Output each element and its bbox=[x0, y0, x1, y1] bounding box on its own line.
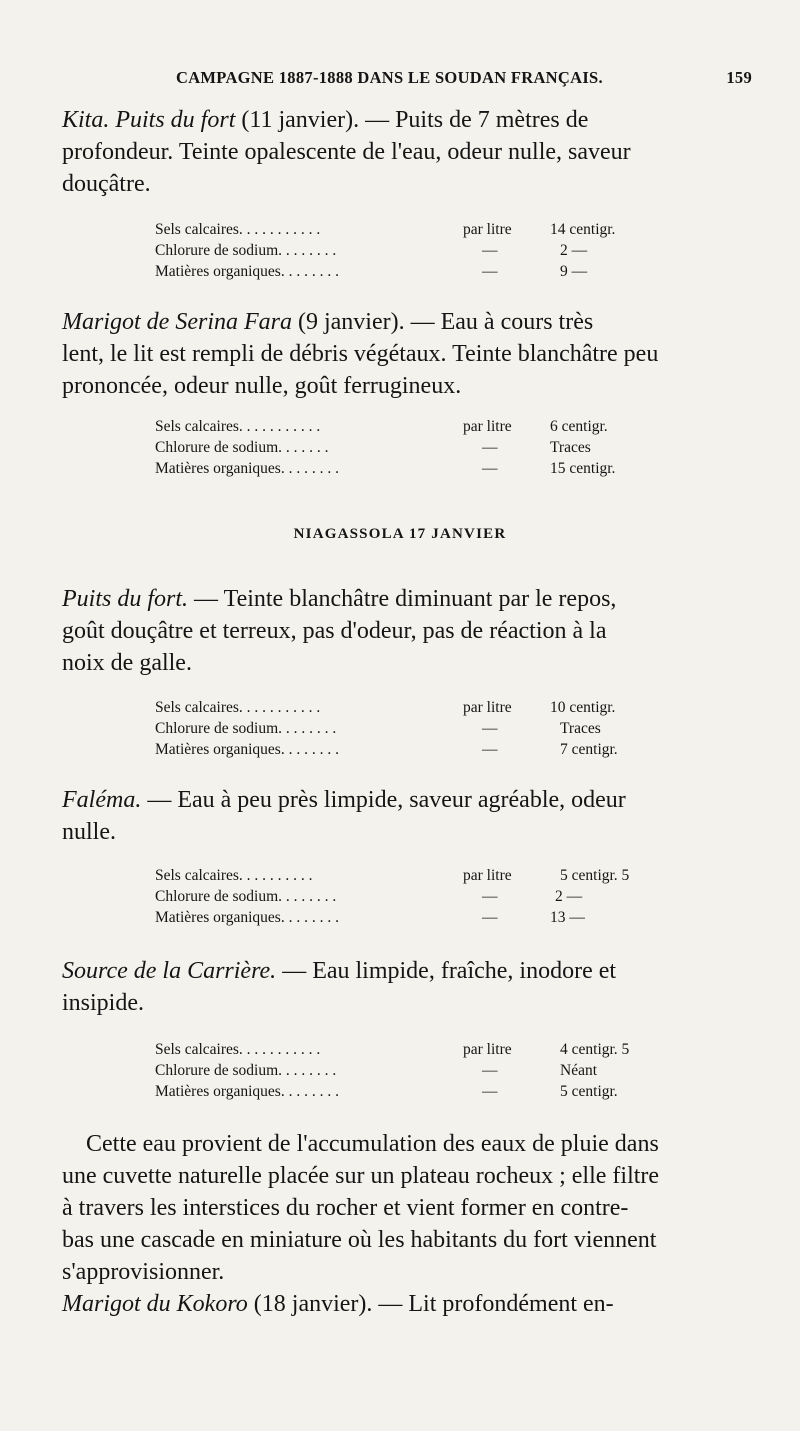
table-row bbox=[155, 242, 675, 263]
text-line: goût douçâtre et terreux, pas d'odeur, pas de réaction à la bbox=[62, 618, 607, 644]
text-line: s'approvisionner. bbox=[62, 1259, 225, 1285]
text-line: bas une cascade en miniature où les habitants du fort viennent bbox=[62, 1227, 657, 1253]
table-row bbox=[155, 221, 675, 242]
table-row bbox=[155, 909, 675, 930]
row-label: Chlorure de sodium. . . . . . . . bbox=[155, 242, 337, 259]
table-row bbox=[155, 720, 675, 741]
row-label: Chlorure de sodium. . . . . . . . bbox=[155, 888, 337, 905]
row-amount: 14 centigr. bbox=[550, 221, 616, 238]
section-falema-text bbox=[62, 784, 752, 848]
analysis-table-serina-fara bbox=[155, 418, 675, 481]
table-row bbox=[155, 460, 675, 481]
row-unit: — bbox=[482, 263, 498, 280]
table-row bbox=[155, 888, 675, 909]
row-unit: — bbox=[482, 720, 498, 737]
table-row bbox=[155, 263, 675, 284]
table-row bbox=[155, 439, 675, 460]
row-amount: 4 centigr. 5 bbox=[560, 1041, 630, 1058]
text-line: — Eau à peu près limpide, saveur agréable, odeur bbox=[147, 787, 626, 813]
row-unit: par litre bbox=[463, 1041, 512, 1058]
row-label: Chlorure de sodium. . . . . . . . bbox=[155, 1062, 337, 1079]
text-line: douçâtre. bbox=[62, 171, 151, 197]
analysis-table-source-carriere bbox=[155, 1041, 675, 1104]
row-label: Matières organiques. . . . . . . . bbox=[155, 741, 339, 758]
row-label: Chlorure de sodium. . . . . . . . bbox=[155, 720, 337, 737]
row-amount: Traces bbox=[560, 720, 601, 737]
table-row bbox=[155, 1062, 675, 1083]
table-row bbox=[155, 1083, 675, 1104]
row-label: Sels calcaires. . . . . . . . . . . bbox=[155, 699, 321, 716]
row-amount: Traces bbox=[550, 439, 591, 456]
text-line: — Teinte blanchâtre diminuant par le repos, bbox=[194, 586, 617, 612]
row-unit: — bbox=[482, 439, 498, 456]
text-line: lent, le lit est rempli de débris végétaux. Teinte blanchâtre peu bbox=[62, 341, 659, 367]
row-label: Matières organiques. . . . . . . . bbox=[155, 909, 339, 926]
place-name: Kita. Puits du fort bbox=[62, 107, 236, 133]
row-label: Matières organiques. . . . . . . . bbox=[155, 263, 339, 280]
text-line: insipide. bbox=[62, 990, 144, 1016]
section-puits-du-fort-text bbox=[62, 583, 752, 679]
analysis-table-falema bbox=[155, 867, 675, 930]
row-amount: 13 — bbox=[550, 909, 585, 926]
row-amount: 2 — bbox=[560, 242, 588, 259]
row-unit: — bbox=[482, 909, 498, 926]
row-label: Sels calcaires. . . . . . . . . . . bbox=[155, 418, 321, 435]
row-label: Sels calcaires. . . . . . . . . . . bbox=[155, 1041, 321, 1058]
table-row bbox=[155, 741, 675, 762]
table-row bbox=[155, 1041, 675, 1062]
row-amount: 7 centigr. bbox=[560, 741, 618, 758]
text-line: à travers les interstices du rocher et vient former en contre- bbox=[62, 1195, 629, 1221]
text-line: (11 janvier). — Puits de 7 mètres de bbox=[241, 107, 589, 133]
text-line: — Eau limpide, fraîche, inodore et bbox=[282, 958, 617, 984]
text-line: (18 janvier). — Lit profondément en- bbox=[253, 1291, 614, 1317]
analysis-table-kita bbox=[155, 221, 675, 284]
text-line: prononcée, odeur nulle, goût ferrugineux. bbox=[62, 373, 462, 399]
text-line: une cuvette naturelle placée sur un plateau rocheux ; elle filtre bbox=[62, 1163, 660, 1189]
place-name: Faléma. bbox=[62, 787, 142, 813]
section-source-carriere-text bbox=[62, 955, 752, 1019]
place-name: Marigot du Kokoro bbox=[62, 1291, 248, 1317]
row-label: Chlorure de sodium. . . . . . . bbox=[155, 439, 329, 456]
text-line: Cette eau provient de l'accumulation des eaux de pluie dans bbox=[86, 1131, 659, 1157]
place-name: Source de la Carrière. bbox=[62, 958, 277, 984]
text-line: profondeur. Teinte opalescente de l'eau, odeur nulle, saveur bbox=[62, 139, 631, 165]
section-kita-text bbox=[62, 104, 752, 200]
row-amount: 5 centigr. 5 bbox=[560, 867, 630, 884]
row-label: Sels calcaires. . . . . . . . . . . bbox=[155, 221, 321, 238]
page-header bbox=[68, 68, 752, 94]
row-amount: 10 centigr. bbox=[550, 699, 616, 716]
row-unit: — bbox=[482, 741, 498, 758]
row-unit: — bbox=[482, 460, 498, 477]
row-amount: 9 — bbox=[560, 263, 588, 280]
row-amount: Néant bbox=[560, 1062, 598, 1079]
row-unit: par litre bbox=[463, 867, 512, 884]
row-label: Matières organiques. . . . . . . . bbox=[155, 1083, 339, 1100]
row-amount: 15 centigr. bbox=[550, 460, 616, 477]
running-title: CAMPAGNE 1887-1888 DANS LE SOUDAN FRANÇAIS. bbox=[176, 68, 603, 87]
table-row bbox=[155, 867, 675, 888]
table-row bbox=[155, 418, 675, 439]
row-unit: — bbox=[482, 242, 498, 259]
text-line: (9 janvier). — Eau à cours très bbox=[297, 309, 594, 335]
row-unit: par litre bbox=[463, 699, 512, 716]
row-unit: par litre bbox=[463, 221, 512, 238]
row-unit: par litre bbox=[463, 418, 512, 435]
table-row bbox=[155, 699, 675, 720]
row-amount: 5 centigr. bbox=[560, 1083, 618, 1100]
row-unit: — bbox=[482, 888, 498, 905]
text-line: nulle. bbox=[62, 819, 116, 845]
place-name: Marigot de Serina Fara bbox=[62, 309, 292, 335]
analysis-table-puits-du-fort bbox=[155, 699, 675, 762]
place-name: Puits du fort. bbox=[62, 586, 189, 612]
text-line: noix de galle. bbox=[62, 650, 192, 676]
row-amount: 6 centigr. bbox=[550, 418, 608, 435]
row-amount: 2 — bbox=[555, 888, 583, 905]
row-unit: — bbox=[482, 1062, 498, 1079]
row-label: Sels calcaires. . . . . . . . . . bbox=[155, 867, 313, 884]
section-heading: NIAGASSOLA 17 JANVIER bbox=[293, 526, 507, 542]
page-number: 159 bbox=[726, 68, 752, 87]
closing-paragraph bbox=[62, 1128, 752, 1320]
section-serina-fara-text bbox=[62, 306, 752, 402]
row-label: Matières organiques. . . . . . . . bbox=[155, 460, 339, 477]
row-unit: — bbox=[482, 1083, 498, 1100]
